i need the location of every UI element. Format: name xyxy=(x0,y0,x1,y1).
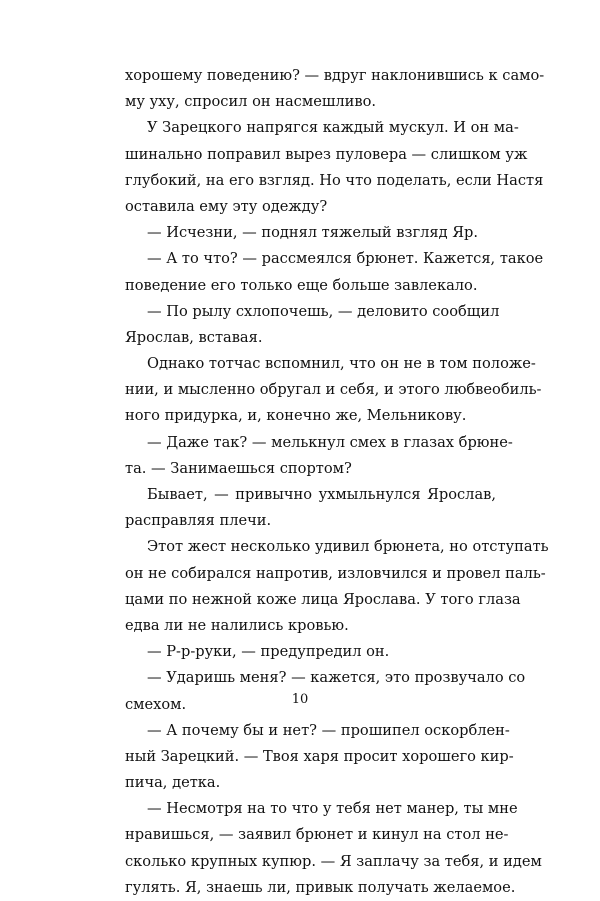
text-line: — Р-р-руки, — предупредил он. xyxy=(147,643,390,661)
text-line: едва ли не налились кровью. xyxy=(125,616,349,634)
text-line: хорошему поведению? — вдруг наклонившись к само- xyxy=(125,67,545,84)
text-line: — А почему бы и нет? — прошипел оскорблен- xyxy=(147,721,510,739)
text-line: нии, и мысленно обругал и себя, и этого любвеобиль- xyxy=(125,381,542,399)
text-line: расправляя плечи. xyxy=(125,512,272,530)
text-line: пича, детка. xyxy=(125,774,221,792)
text-line: сколько крупных купюр. — Я заплачу за тебя, и идем xyxy=(125,852,542,870)
text-line: оставила ему эту одежду? xyxy=(125,197,328,215)
body-text xyxy=(125,63,549,901)
text-line: Этот жест несколько удивил брюнета, но отступать xyxy=(147,538,549,556)
text-line: та. — Занимаешься спортом? xyxy=(125,459,352,477)
text-line: поведение его только еще больше завлекало. xyxy=(125,276,478,294)
text-line: ный Зарецкий. — Твоя харя просит хорошего кир- xyxy=(125,747,514,765)
text-line: Бывает, — привычно ухмыльнулся Ярослав, xyxy=(147,486,496,503)
text-line: — Ударишь меня? — кажется, это прозвучало со xyxy=(147,669,526,687)
text-line: — А то что? — рассмеялся брюнет. Кажется, такое xyxy=(147,250,544,268)
text-line: шинально поправил вырез пуловера — слишком уж xyxy=(125,145,528,163)
text-line: смехом. xyxy=(125,695,187,713)
text-line: — По рылу схлопочешь, — деловито сообщил xyxy=(147,302,500,320)
text-line: глубокий, на его взгляд. Но что поделать, если Настя xyxy=(125,171,544,189)
text-line: он не собирался напротив, изловчился и провел паль- xyxy=(125,564,546,582)
text-line: ного придурка, и, конечно же, Мельникову. xyxy=(125,407,467,425)
text-line: Ярослав, вставая. xyxy=(125,328,263,346)
text-line: гулять. Я, знаешь ли, привык получать желаемое. xyxy=(125,878,516,896)
text-line: цами по нежной коже лица Ярослава. У того глаза xyxy=(125,590,521,608)
text-line: нравишься, — заявил брюнет и кинул на стол не- xyxy=(125,826,509,844)
text-line: — Даже так? — мелькнул смех в глазах брюне- xyxy=(147,433,513,451)
text-line: У Зарецкого напрягся каждый мускул. И он ма- xyxy=(147,119,519,137)
text-line: Однако тотчас вспомнил, что он не в том положе- xyxy=(147,355,536,373)
text-line: — Несмотря на то что у тебя нет манер, ты мне xyxy=(147,800,518,818)
text-line: — Исчезни, — поднял тяжелый взгляд Яр. xyxy=(147,224,478,242)
page-number: 10 xyxy=(291,692,309,707)
text-line: му уху, спросил он насмешливо. xyxy=(125,93,377,111)
